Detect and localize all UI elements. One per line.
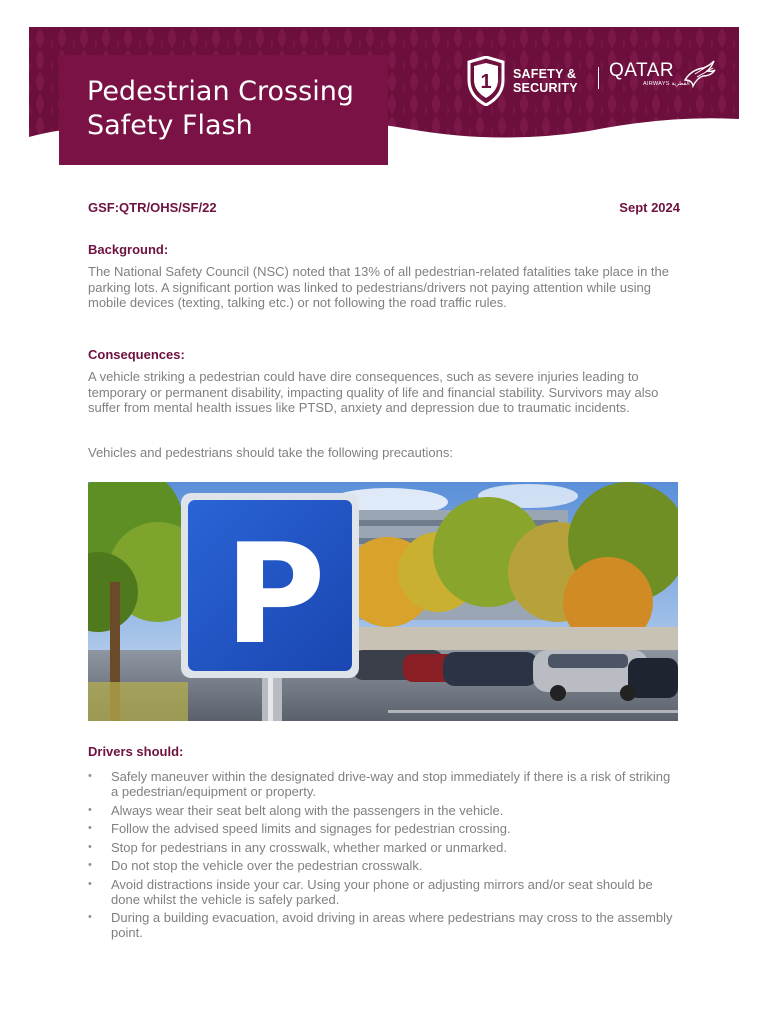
title-line-2: Safety Flash [87, 110, 253, 141]
safety-logo-line-2: SECURITY [513, 81, 578, 95]
consequences-heading: Consequences: [88, 347, 185, 362]
document-date: Sept 2024 [619, 200, 680, 215]
airline-logo-word: QATAR [609, 60, 675, 81]
airline-logo-sub: AIRWAYS القطرية [643, 81, 690, 87]
background-heading: Background: [88, 242, 169, 257]
shield-icon [467, 56, 505, 106]
parking-lot-photo [88, 482, 678, 721]
document-reference: GSF:QTR/OHS/SF/22 [88, 200, 217, 215]
safety-security-logo [467, 55, 578, 107]
svg-text:1: 1 [480, 71, 492, 93]
background-text: The National Safety Council (NSC) noted that 13% of all pedestrian-related fatalities take place in the parking lots. A significant portion was linked to pedestrians/drivers not paying attention while using mobile devices (texting, talking etc.) or not following the road traffic rules. [88, 264, 669, 310]
drivers-heading: Drivers should: [88, 744, 184, 759]
precautions-intro: Vehicles and pedestrians should take the following precautions: [88, 445, 453, 460]
list-item: • Follow the advised speed limits and signages for pedestrian crossing. [88, 821, 680, 836]
list-item: • Safely maneuver within the designated drive-way and stop immediately if there is a risk of striking a pedestrian/equipment or property. [88, 769, 680, 799]
consequences-text: A vehicle striking a pedestrian could have dire consequences, such as severe injuries leading to temporary or permanent disability, impacting quality of life and financial stability. Survivors may also suffer from mental health issues like PTSD, anxiety and depression due to traumatic incidents. [88, 369, 659, 415]
page-title [87, 75, 354, 143]
title-line-1: Pedestrian Crossing [87, 76, 354, 107]
list-item: • Always wear their seat belt along with the passengers in the vehicle. [88, 803, 680, 818]
title-box [59, 55, 388, 165]
list-item: • Do not stop the vehicle over the pedestrian crosswalk. [88, 858, 680, 873]
logo-divider [598, 67, 599, 89]
drivers-list [88, 769, 680, 944]
qatar-airways-logo [609, 60, 690, 87]
list-item: • Avoid distractions inside your car. Using your phone or adjusting mirrors and/or seat should be done whilst the vehicle is safely parked. [88, 877, 680, 907]
list-item: • Stop for pedestrians in any crosswalk, whether marked or unmarked. [88, 840, 680, 855]
safety-logo-line-1: SAFETY & [513, 67, 577, 81]
list-item: • During a building evacuation, avoid driving in areas where pedestrians may cross to the assembly point. [88, 910, 680, 940]
parking-sign-letter: P [224, 514, 326, 675]
